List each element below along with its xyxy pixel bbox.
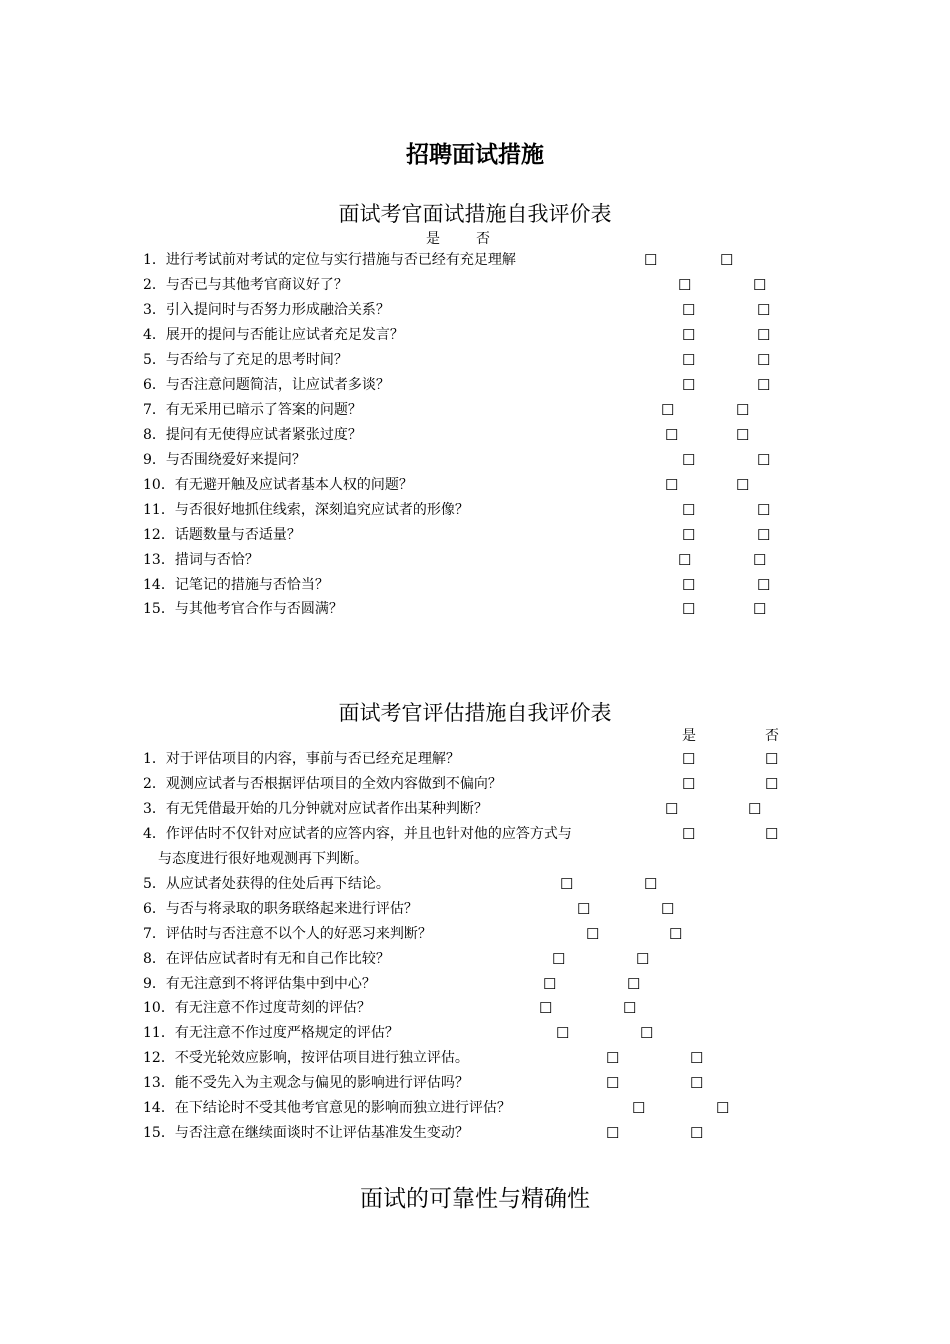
s1-item-9-yes-checkbox[interactable]: ☐: [682, 451, 696, 469]
s1-item-5-yes-checkbox[interactable]: ☐: [682, 351, 696, 369]
s2-item-7-yes-checkbox[interactable]: ☐: [577, 900, 591, 918]
s1-item-4-no-checkbox[interactable]: ☐: [757, 326, 771, 344]
s2-item-6-no-checkbox[interactable]: ☐: [644, 875, 658, 893]
s1-item-12: 12．话题数量与否适量？: [143, 527, 301, 543]
s2-item-10-yes-checkbox[interactable]: ☐: [543, 975, 557, 993]
s2-item-6: 5．从应试者处获得的住处后再下结论。: [143, 876, 390, 892]
s2-item-4: 4．作评估时不仅针对应试者的应答内容，并且也针对他的应答方式与: [143, 826, 572, 842]
section1-no-header: 否: [476, 231, 490, 247]
section2-yes-header: 是: [682, 728, 696, 744]
s1-item-11: 11．与否很好地抓住线索，深刻追究应试者的形像？: [143, 502, 469, 518]
s2-item-1: 1．对于评估项目的内容，事前与否已经充足理解？: [143, 751, 460, 767]
s1-item-1-yes-checkbox[interactable]: ☐: [644, 251, 658, 269]
s2-item-1-no-checkbox[interactable]: ☐: [765, 750, 779, 768]
s1-item-4-yes-checkbox[interactable]: ☐: [682, 326, 696, 344]
s2-item-15-no-checkbox[interactable]: ☐: [716, 1099, 730, 1117]
s1-item-15-yes-checkbox[interactable]: ☐: [682, 600, 696, 618]
s1-item-2: 2．与否已与其他考官商议好了？: [143, 277, 348, 293]
s1-item-5-no-checkbox[interactable]: ☐: [757, 351, 771, 369]
s1-item-7-no-checkbox[interactable]: ☐: [736, 401, 750, 419]
s1-item-6-yes-checkbox[interactable]: ☐: [682, 376, 696, 394]
s2-item-12: 11．有无注意不作过度严格规定的评估？: [143, 1025, 399, 1041]
s1-item-2-yes-checkbox[interactable]: ☐: [678, 276, 692, 294]
s2-item-8-no-checkbox[interactable]: ☐: [669, 925, 683, 943]
s1-item-12-yes-checkbox[interactable]: ☐: [682, 526, 696, 544]
s1-item-14-no-checkbox[interactable]: ☐: [757, 576, 771, 594]
s2-item-14-yes-checkbox[interactable]: ☐: [606, 1074, 620, 1092]
s2-item-2: 2．观测应试者与否根据评估项目的全效内容做到不偏向？: [143, 776, 502, 792]
s1-item-13-no-checkbox[interactable]: ☐: [753, 551, 767, 569]
section2-heading: 面试考官评估措施自我评价表: [338, 701, 612, 725]
s1-item-12-no-checkbox[interactable]: ☐: [757, 526, 771, 544]
s1-item-4: 4．展开的提问与否能让应试者充足发言？: [143, 327, 404, 343]
s1-item-14-yes-checkbox[interactable]: ☐: [682, 576, 696, 594]
s2-item-9-yes-checkbox[interactable]: ☐: [552, 950, 566, 968]
s1-item-9-no-checkbox[interactable]: ☐: [757, 451, 771, 469]
s1-item-15: 15．与其他考官合作与否圆满？: [143, 601, 343, 617]
s2-item-12-yes-checkbox[interactable]: ☐: [556, 1024, 570, 1042]
s1-item-3: 3．引入提问时与否努力形成融洽关系？: [143, 302, 390, 318]
s1-item-6-no-checkbox[interactable]: ☐: [757, 376, 771, 394]
s2-item-15: 14．在下结论时不受其他考官意见的影响而独立进行评估？: [143, 1100, 511, 1116]
s1-item-15-no-checkbox[interactable]: ☐: [753, 600, 767, 618]
s2-item-11-no-checkbox[interactable]: ☐: [623, 999, 637, 1017]
section1-yes-header: 是: [426, 231, 440, 247]
s2-item-9-no-checkbox[interactable]: ☐: [636, 950, 650, 968]
s1-item-7: 7．有无采用已暗示了答案的问题？: [143, 402, 362, 418]
s1-item-3-yes-checkbox[interactable]: ☐: [682, 301, 696, 319]
s2-item-11: 10．有无注意不作过度苛刻的评估？: [143, 1000, 371, 1016]
s2-item-6-yes-checkbox[interactable]: ☐: [560, 875, 574, 893]
s1-item-11-yes-checkbox[interactable]: ☐: [682, 501, 696, 519]
s1-item-9: 9．与否围绕爱好来提问？: [143, 452, 306, 468]
s2-item-15-yes-checkbox[interactable]: ☐: [632, 1099, 646, 1117]
section1-heading: 面试考官面试措施自我评价表: [338, 202, 612, 226]
s1-item-13-yes-checkbox[interactable]: ☐: [678, 551, 692, 569]
section3-heading: 面试的可靠性与精确性: [360, 1186, 590, 1212]
section2-no-header: 否: [765, 728, 779, 744]
s1-item-1: 1．进行考试前对考试的定位与实行措施与否已经有充足理解: [143, 252, 516, 268]
s2-item-12-no-checkbox[interactable]: ☐: [640, 1024, 654, 1042]
s2-item-9: 8．在评估应试者时有无和自己作比较？: [143, 951, 390, 967]
s1-item-10-yes-checkbox[interactable]: ☐: [665, 476, 679, 494]
s2-item-8-yes-checkbox[interactable]: ☐: [586, 925, 600, 943]
s2-item-16-yes-checkbox[interactable]: ☐: [606, 1124, 620, 1142]
s2-item-13-no-checkbox[interactable]: ☐: [690, 1049, 704, 1067]
s2-item-5: 与态度进行很好地观测再下判断。: [158, 851, 368, 867]
s2-item-13: 12．不受光轮效应影响，按评估项目进行独立评估。: [143, 1050, 469, 1066]
s2-item-14: 13．能不受先入为主观念与偏见的影响进行评估吗？: [143, 1075, 469, 1091]
s1-item-7-yes-checkbox[interactable]: ☐: [661, 401, 675, 419]
s2-item-14-no-checkbox[interactable]: ☐: [690, 1074, 704, 1092]
s1-item-1-no-checkbox[interactable]: ☐: [720, 251, 734, 269]
s1-item-3-no-checkbox[interactable]: ☐: [757, 301, 771, 319]
s2-item-8: 7．评估时与否注意不以个人的好恶习来判断？: [143, 926, 432, 942]
s2-item-3-no-checkbox[interactable]: ☐: [748, 800, 762, 818]
s2-item-3: 3．有无凭借最开始的几分钟就对应试者作出某种判断？: [143, 801, 488, 817]
s1-item-8: 8．提问有无使得应试者紧张过度？: [143, 427, 362, 443]
s2-item-7-no-checkbox[interactable]: ☐: [661, 900, 675, 918]
s1-item-2-no-checkbox[interactable]: ☐: [753, 276, 767, 294]
s2-item-10-no-checkbox[interactable]: ☐: [627, 975, 641, 993]
s2-item-1-yes-checkbox[interactable]: ☐: [682, 750, 696, 768]
s2-item-16-no-checkbox[interactable]: ☐: [690, 1124, 704, 1142]
s2-item-10: 9．有无注意到不将评估集中到中心？: [143, 976, 376, 992]
s2-item-13-yes-checkbox[interactable]: ☐: [606, 1049, 620, 1067]
s2-item-4-no-checkbox[interactable]: ☐: [765, 825, 779, 843]
s1-item-10: 10．有无避开触及应试者基本人权的问题？: [143, 477, 413, 493]
s2-item-3-yes-checkbox[interactable]: ☐: [665, 800, 679, 818]
s1-item-8-no-checkbox[interactable]: ☐: [736, 426, 750, 444]
s2-item-16: 15．与否注意在继续面谈时不让评估基准发生变动？: [143, 1125, 469, 1141]
s2-item-11-yes-checkbox[interactable]: ☐: [539, 999, 553, 1017]
s1-item-13: 13．措词与否恰？: [143, 552, 259, 568]
s2-item-7: 6．与否与将录取的职务联络起来进行评估？: [143, 901, 418, 917]
s2-item-2-no-checkbox[interactable]: ☐: [765, 775, 779, 793]
s1-item-10-no-checkbox[interactable]: ☐: [736, 476, 750, 494]
s1-item-6: 6．与否注意问题简洁，让应试者多谈？: [143, 377, 390, 393]
s1-item-14: 14．记笔记的措施与否恰当？: [143, 577, 329, 593]
s1-item-8-yes-checkbox[interactable]: ☐: [665, 426, 679, 444]
s1-item-5: 5．与否给与了充足的思考时间？: [143, 352, 348, 368]
s1-item-11-no-checkbox[interactable]: ☐: [757, 501, 771, 519]
page-title: 招聘面试措施: [406, 142, 544, 168]
s2-item-2-yes-checkbox[interactable]: ☐: [682, 775, 696, 793]
s2-item-4-yes-checkbox[interactable]: ☐: [682, 825, 696, 843]
